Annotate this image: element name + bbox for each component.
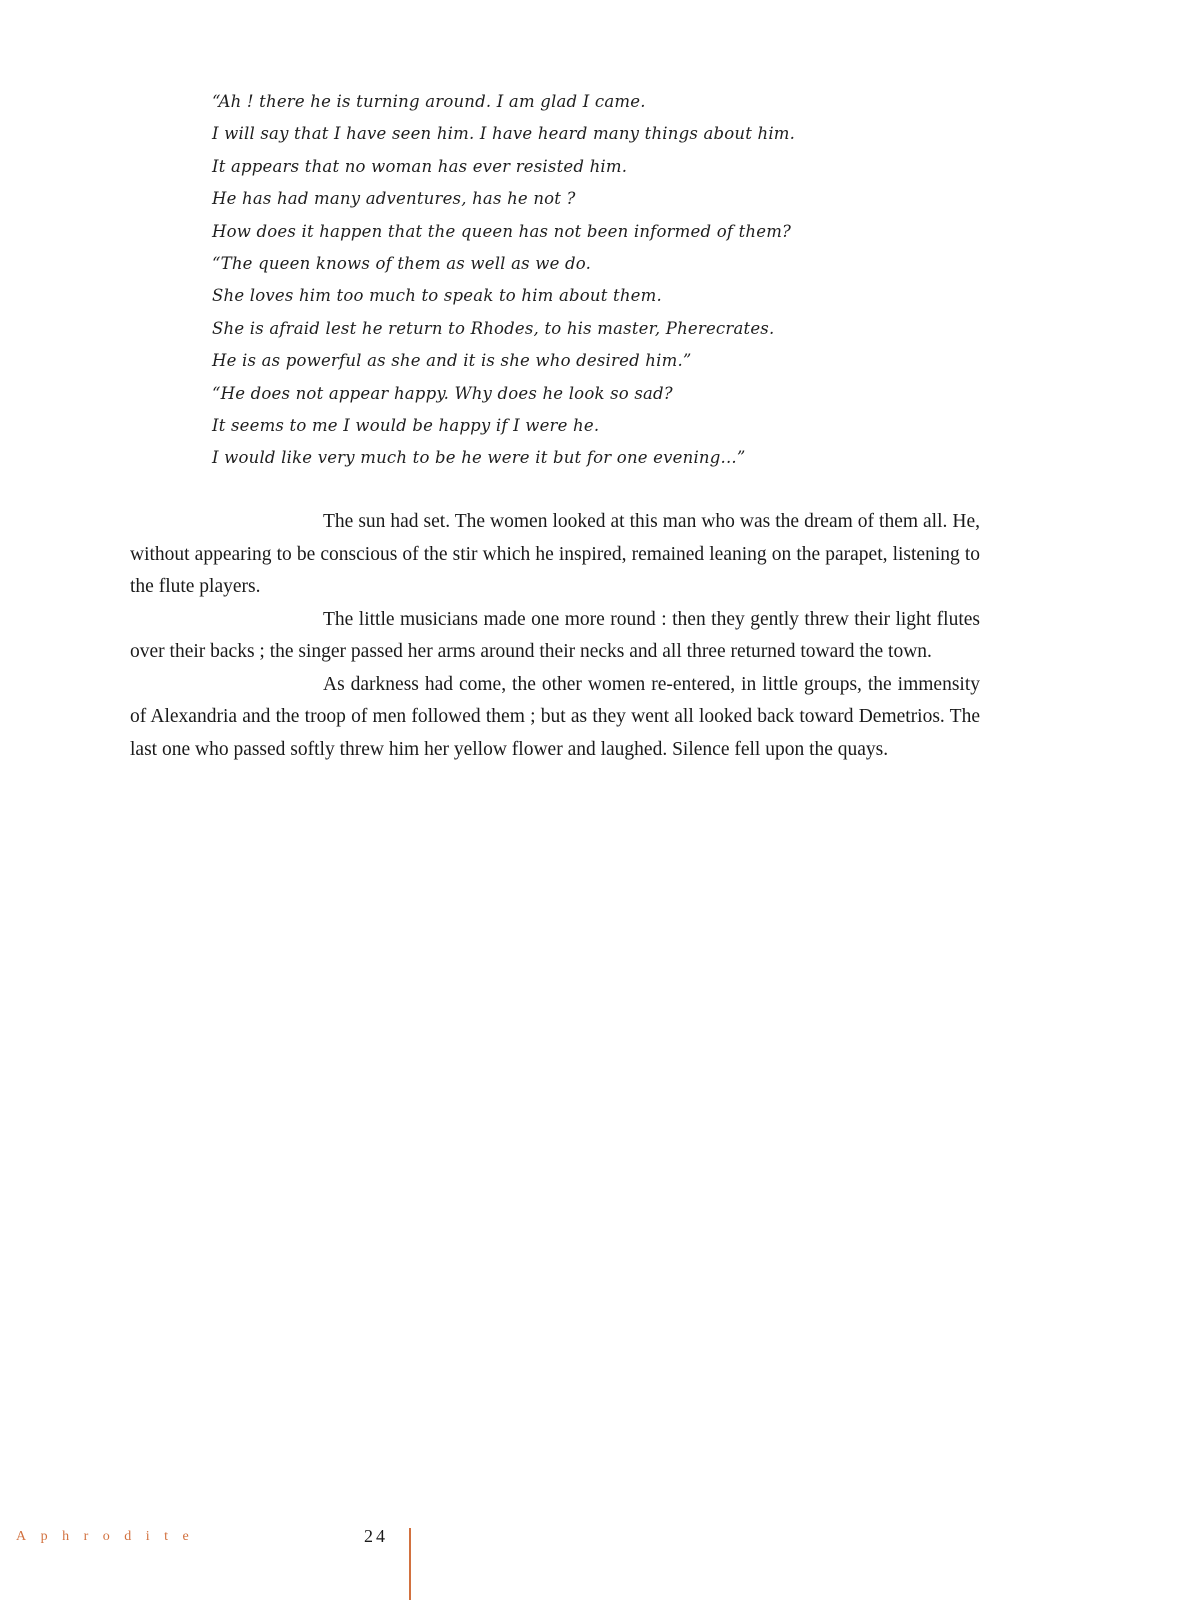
paragraph: The little musicians made one more round : then they gently threw their light flutes over their backs ; the singer passed her arms around their necks and all three returned toward the town. — [130, 608, 980, 662]
verse-line: I would like very much to be he were it but for one evening...” — [212, 448, 746, 468]
paragraph: As darkness had come, the other women re-entered, in little groups, the immensity of Alexandria and the troop of men followed them ; but as they went all looked back toward Demetrios. The last one who passed softly threw him her yellow flower and laughed. Silence fell upon the quays. — [130, 673, 980, 760]
verse-line: “The queen knows of them as well as we do. — [212, 254, 592, 274]
verse-line: I will say that I have seen him. I have heard many things about him. — [212, 124, 796, 144]
verse-line: It appears that no woman has ever resisted him. — [212, 156, 628, 176]
running-footer-title: Aphrodite — [16, 1529, 204, 1544]
verse-line: She is afraid lest he return to Rhodes, to his master, Pherecrates. — [212, 318, 775, 338]
verse-line: He has had many adventures, has he not ? — [212, 189, 576, 209]
verse-block — [212, 86, 832, 475]
body-text — [130, 506, 980, 766]
footer-divider — [409, 1528, 411, 1600]
paragraph: The sun had set. The women looked at this man who was the dream of them all. He, without appearing to be conscious of the stir which he inspired, remained leaning on the parapet, listening to the flute players. — [130, 511, 980, 597]
verse-line: How does it happen that the queen has not been informed of them? — [212, 221, 792, 241]
verse-line: “Ah ! there he is turning around. I am glad I came. — [212, 92, 646, 111]
verse-line: He is as powerful as she and it is she who desired him.” — [212, 351, 692, 371]
page-number: 24 — [364, 1526, 388, 1546]
verse-line: She loves him too much to speak to him about them. — [212, 286, 662, 306]
verse-line: “He does not appear happy. Why does he look so sad? — [212, 383, 673, 403]
verse-line: It seems to me I would be happy if I were he. — [212, 416, 600, 436]
